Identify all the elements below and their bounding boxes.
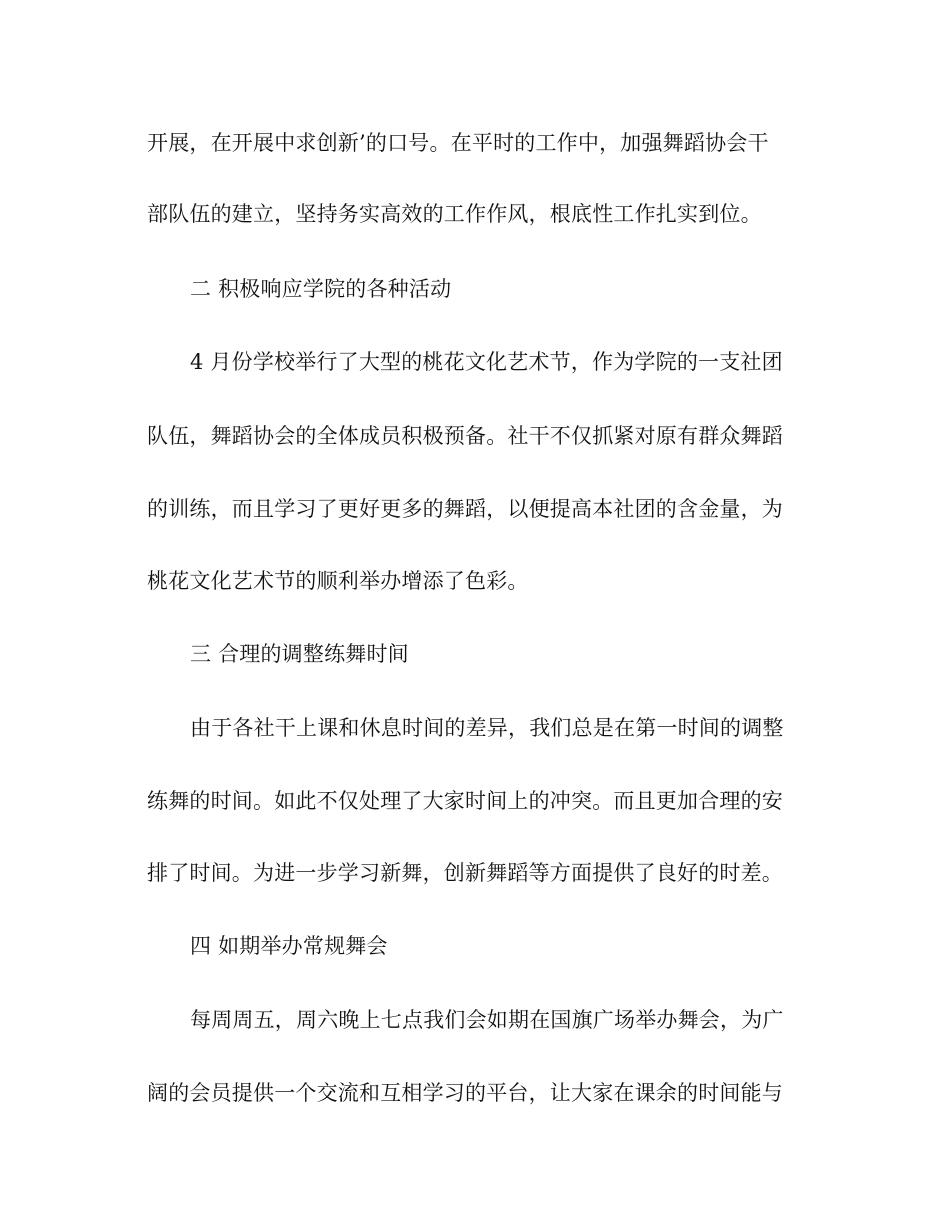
paragraph-line: 队伍，舞蹈协会的全体成员积极预备。社干不仅抓紧对原有群众舞蹈 <box>147 424 783 448</box>
paragraph-line: 排了时间。为进一步学习新舞，创新舞蹈等方面提供了良好的时差。 <box>147 861 783 885</box>
paragraph-line: 每周周五，周六晚上七点我们会如期在国旗广场举办舞会，为广 <box>190 1008 784 1032</box>
paragraph-line: 阔的会员提供一个交流和互相学习的平台，让大家在课余的时间能与 <box>147 1081 783 1105</box>
paragraph-line: 练舞的时间。如此不仅处理了大家时间上的冲突。而且更加合理的安 <box>147 789 783 813</box>
paragraph-line: 的训练，而且学习了更好更多的舞蹈，以便提高本社团的含金量，为 <box>147 497 783 521</box>
paragraph-line: 开展，在开展中求创新’的口号。在平时的工作中，加强舞蹈协会干 <box>147 131 769 155</box>
paragraph-line: 4 月份学校举行了大型的桃花文化艺术节，作为学院的一支社团 <box>190 350 783 374</box>
paragraph-line: 桃花文化艺术节的顺利举办增添了色彩。 <box>147 569 529 593</box>
section-heading-3: 三 合理的调整练舞时间 <box>190 642 409 666</box>
section-heading-2: 二 积极响应学院的各种活动 <box>190 277 452 301</box>
section-heading-4: 四 如期举办常规舞会 <box>190 934 388 958</box>
paragraph-line: 由于各社干上课和休息时间的差异，我们总是在第一时间的调整 <box>190 716 784 740</box>
paragraph-line: 部队伍的建立，坚持务实高效的工作作风，根底性工作扎实到位。 <box>147 202 762 226</box>
